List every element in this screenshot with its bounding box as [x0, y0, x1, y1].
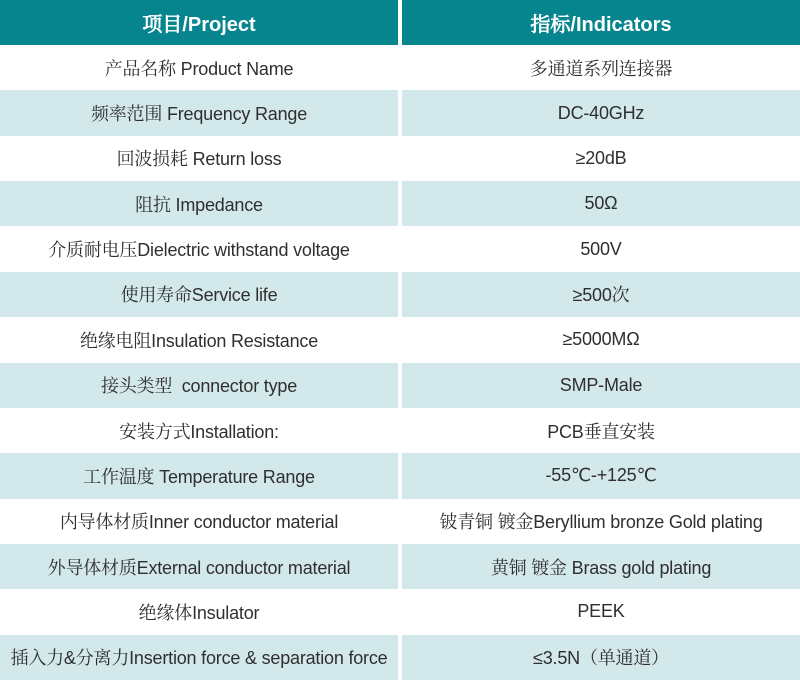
header-cell-project: 项目/Project: [0, 0, 398, 45]
project-cell: 绝缘体Insulator: [0, 589, 398, 634]
indicator-cell: 500V: [402, 226, 800, 271]
indicator-cell: -55℃-+125℃: [402, 453, 800, 498]
project-cell: 频率范围 Frequency Range: [0, 90, 398, 135]
table-row: [0, 408, 800, 453]
table-row: [0, 272, 800, 317]
project-cell: 插入力&分离力Insertion force & separation force: [0, 635, 398, 680]
project-cell: 产品名称 Product Name: [0, 45, 398, 90]
project-cell: 内导体材质Inner conductor material: [0, 499, 398, 544]
indicator-cell: 铍青铜 镀金Beryllium bronze Gold plating: [402, 499, 800, 544]
table-row: [0, 136, 800, 181]
table-row: [0, 45, 800, 90]
table-row: [0, 544, 800, 589]
indicator-cell: 多通道系列连接器: [402, 45, 800, 90]
project-cell: 绝缘电阻Insulation Resistance: [0, 317, 398, 362]
indicator-cell: 50Ω: [402, 181, 800, 226]
project-cell: 外导体材质External conductor material: [0, 544, 398, 589]
table-row: [0, 589, 800, 634]
indicator-cell: SMP-Male: [402, 363, 800, 408]
project-cell: 阻抗 Impedance: [0, 181, 398, 226]
indicator-cell: DC-40GHz: [402, 90, 800, 135]
table-row: [0, 453, 800, 498]
project-cell: 接头类型 connector type: [0, 363, 398, 408]
indicator-cell: ≥20dB: [402, 136, 800, 181]
table-row: [0, 226, 800, 271]
header-cell-indicators: 指标/Indicators: [402, 0, 800, 45]
project-cell: 安装方式Installation:: [0, 408, 398, 453]
table-row: [0, 181, 800, 226]
indicator-cell: 黄铜 镀金 Brass gold plating: [402, 544, 800, 589]
table-row: [0, 499, 800, 544]
table-row: [0, 635, 800, 680]
table-row: [0, 90, 800, 135]
table-row: [0, 317, 800, 362]
indicator-cell: ≤3.5N（单通道）: [402, 635, 800, 680]
project-cell: 介质耐电压Dielectric withstand voltage: [0, 226, 398, 271]
indicator-cell: ≥5000MΩ: [402, 317, 800, 362]
indicator-cell: PEEK: [402, 589, 800, 634]
project-cell: 使用寿命Service life: [0, 272, 398, 317]
table-header-row: [0, 0, 800, 45]
indicator-cell: PCB垂直安装: [402, 408, 800, 453]
project-cell: 工作温度 Temperature Range: [0, 453, 398, 498]
project-cell: 回波损耗 Return loss: [0, 136, 398, 181]
indicator-cell: ≥500次: [402, 272, 800, 317]
table-row: [0, 363, 800, 408]
